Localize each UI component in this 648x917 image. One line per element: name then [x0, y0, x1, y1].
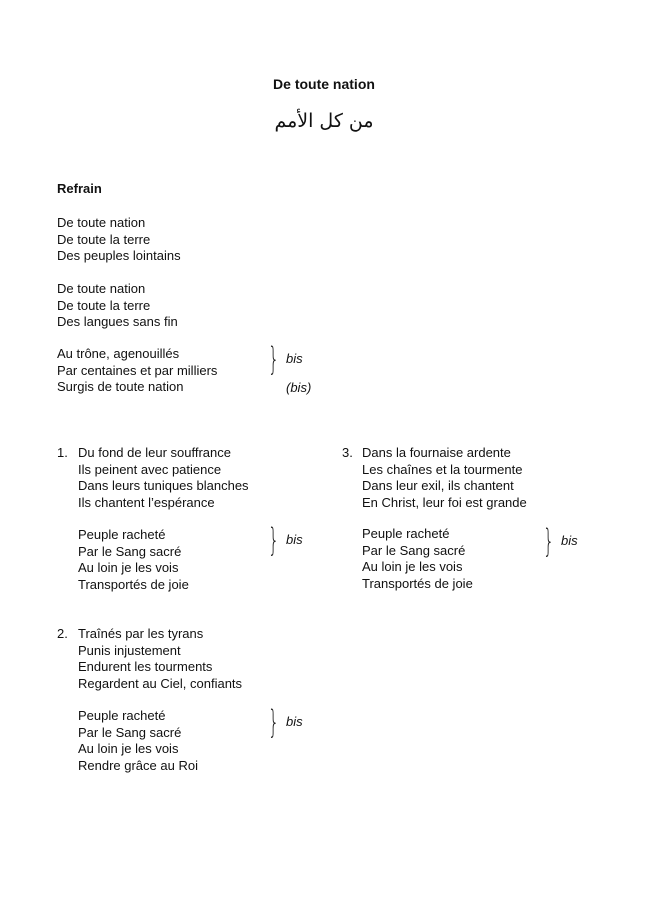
verse-line: Regardent au Ciel, confiants	[78, 675, 243, 691]
verse-3-lines	[362, 445, 527, 511]
bis-marker: bis	[561, 533, 578, 548]
verse-1-chorus	[78, 527, 189, 593]
verse-line: Ils peinent avec patience	[78, 461, 222, 477]
bis-marker: bis	[286, 351, 303, 366]
verse-3-chorus	[362, 526, 473, 592]
song-title: De toute nation	[273, 76, 375, 92]
refrain-line: Des langues sans fin	[57, 314, 178, 329]
chorus-line: Par le Sang sacré	[78, 724, 182, 740]
refrain-line: Surgis de toute nation	[57, 379, 184, 394]
chorus-line: Peuple racheté	[78, 527, 166, 542]
verse-line: Punis injustement	[78, 642, 181, 658]
verse-line: En Christ, leur foi est grande	[362, 494, 527, 510]
curly-brace-icon: }	[543, 522, 555, 560]
refrain-stanza-1	[57, 215, 181, 265]
chorus-line: Par le Sang sacré	[78, 543, 182, 559]
curly-brace-icon: }	[268, 340, 280, 378]
bis-paren-marker: (bis)	[286, 380, 312, 395]
refrain-heading: Refrain	[57, 181, 102, 196]
verse-number: 1.	[57, 445, 68, 460]
bis-marker: bis	[286, 532, 303, 547]
curly-brace-icon: }	[268, 703, 280, 741]
verse-2-chorus	[78, 708, 198, 774]
refrain-line: De toute la terre	[57, 231, 151, 247]
chorus-line: Transportés de joie	[362, 575, 473, 591]
verse-1-lines	[78, 445, 249, 511]
chorus-line: Par le Sang sacré	[362, 542, 466, 558]
verse-line: Les chaînes et la tourmente	[362, 461, 523, 477]
chorus-line: Peuple racheté	[362, 526, 450, 541]
chorus-line: Peuple racheté	[78, 708, 166, 723]
refrain-stanza-3	[57, 346, 217, 396]
refrain-line: Au trône, agenouillés	[57, 346, 180, 361]
bis-marker: bis	[286, 714, 303, 729]
chorus-line: Au loin je les vois	[78, 741, 179, 756]
verse-line: Ils chantent l’espérance	[78, 494, 215, 510]
verse-line: Dans leur exil, ils chantent	[362, 478, 514, 493]
refrain-line: Des peuples lointains	[57, 248, 181, 263]
verse-line: Traînés par les tyrans	[78, 626, 204, 641]
chorus-line: Au loin je les vois	[362, 559, 463, 574]
refrain-line: Par centaines et par milliers	[57, 362, 218, 378]
refrain-line: De toute nation	[57, 281, 146, 296]
refrain-line: De toute nation	[57, 215, 146, 230]
arabic-subtitle: من كل الأمم	[274, 110, 374, 132]
chorus-line: Rendre grâce au Roi	[78, 757, 198, 773]
verse-number: 2.	[57, 626, 68, 641]
verse-number: 3.	[342, 445, 353, 460]
verse-line: Du fond de leur souffrance	[78, 445, 231, 460]
verse-line: Dans la fournaise ardente	[362, 445, 511, 460]
refrain-stanza-2	[57, 281, 178, 331]
chorus-line: Transportés de joie	[78, 576, 189, 592]
curly-brace-icon: }	[268, 521, 280, 559]
verse-line: Endurent les tourments	[78, 659, 213, 674]
verse-2-lines	[78, 626, 242, 692]
refrain-line: De toute la terre	[57, 297, 151, 313]
chorus-line: Au loin je les vois	[78, 560, 179, 575]
verse-line: Dans leurs tuniques blanches	[78, 478, 249, 493]
